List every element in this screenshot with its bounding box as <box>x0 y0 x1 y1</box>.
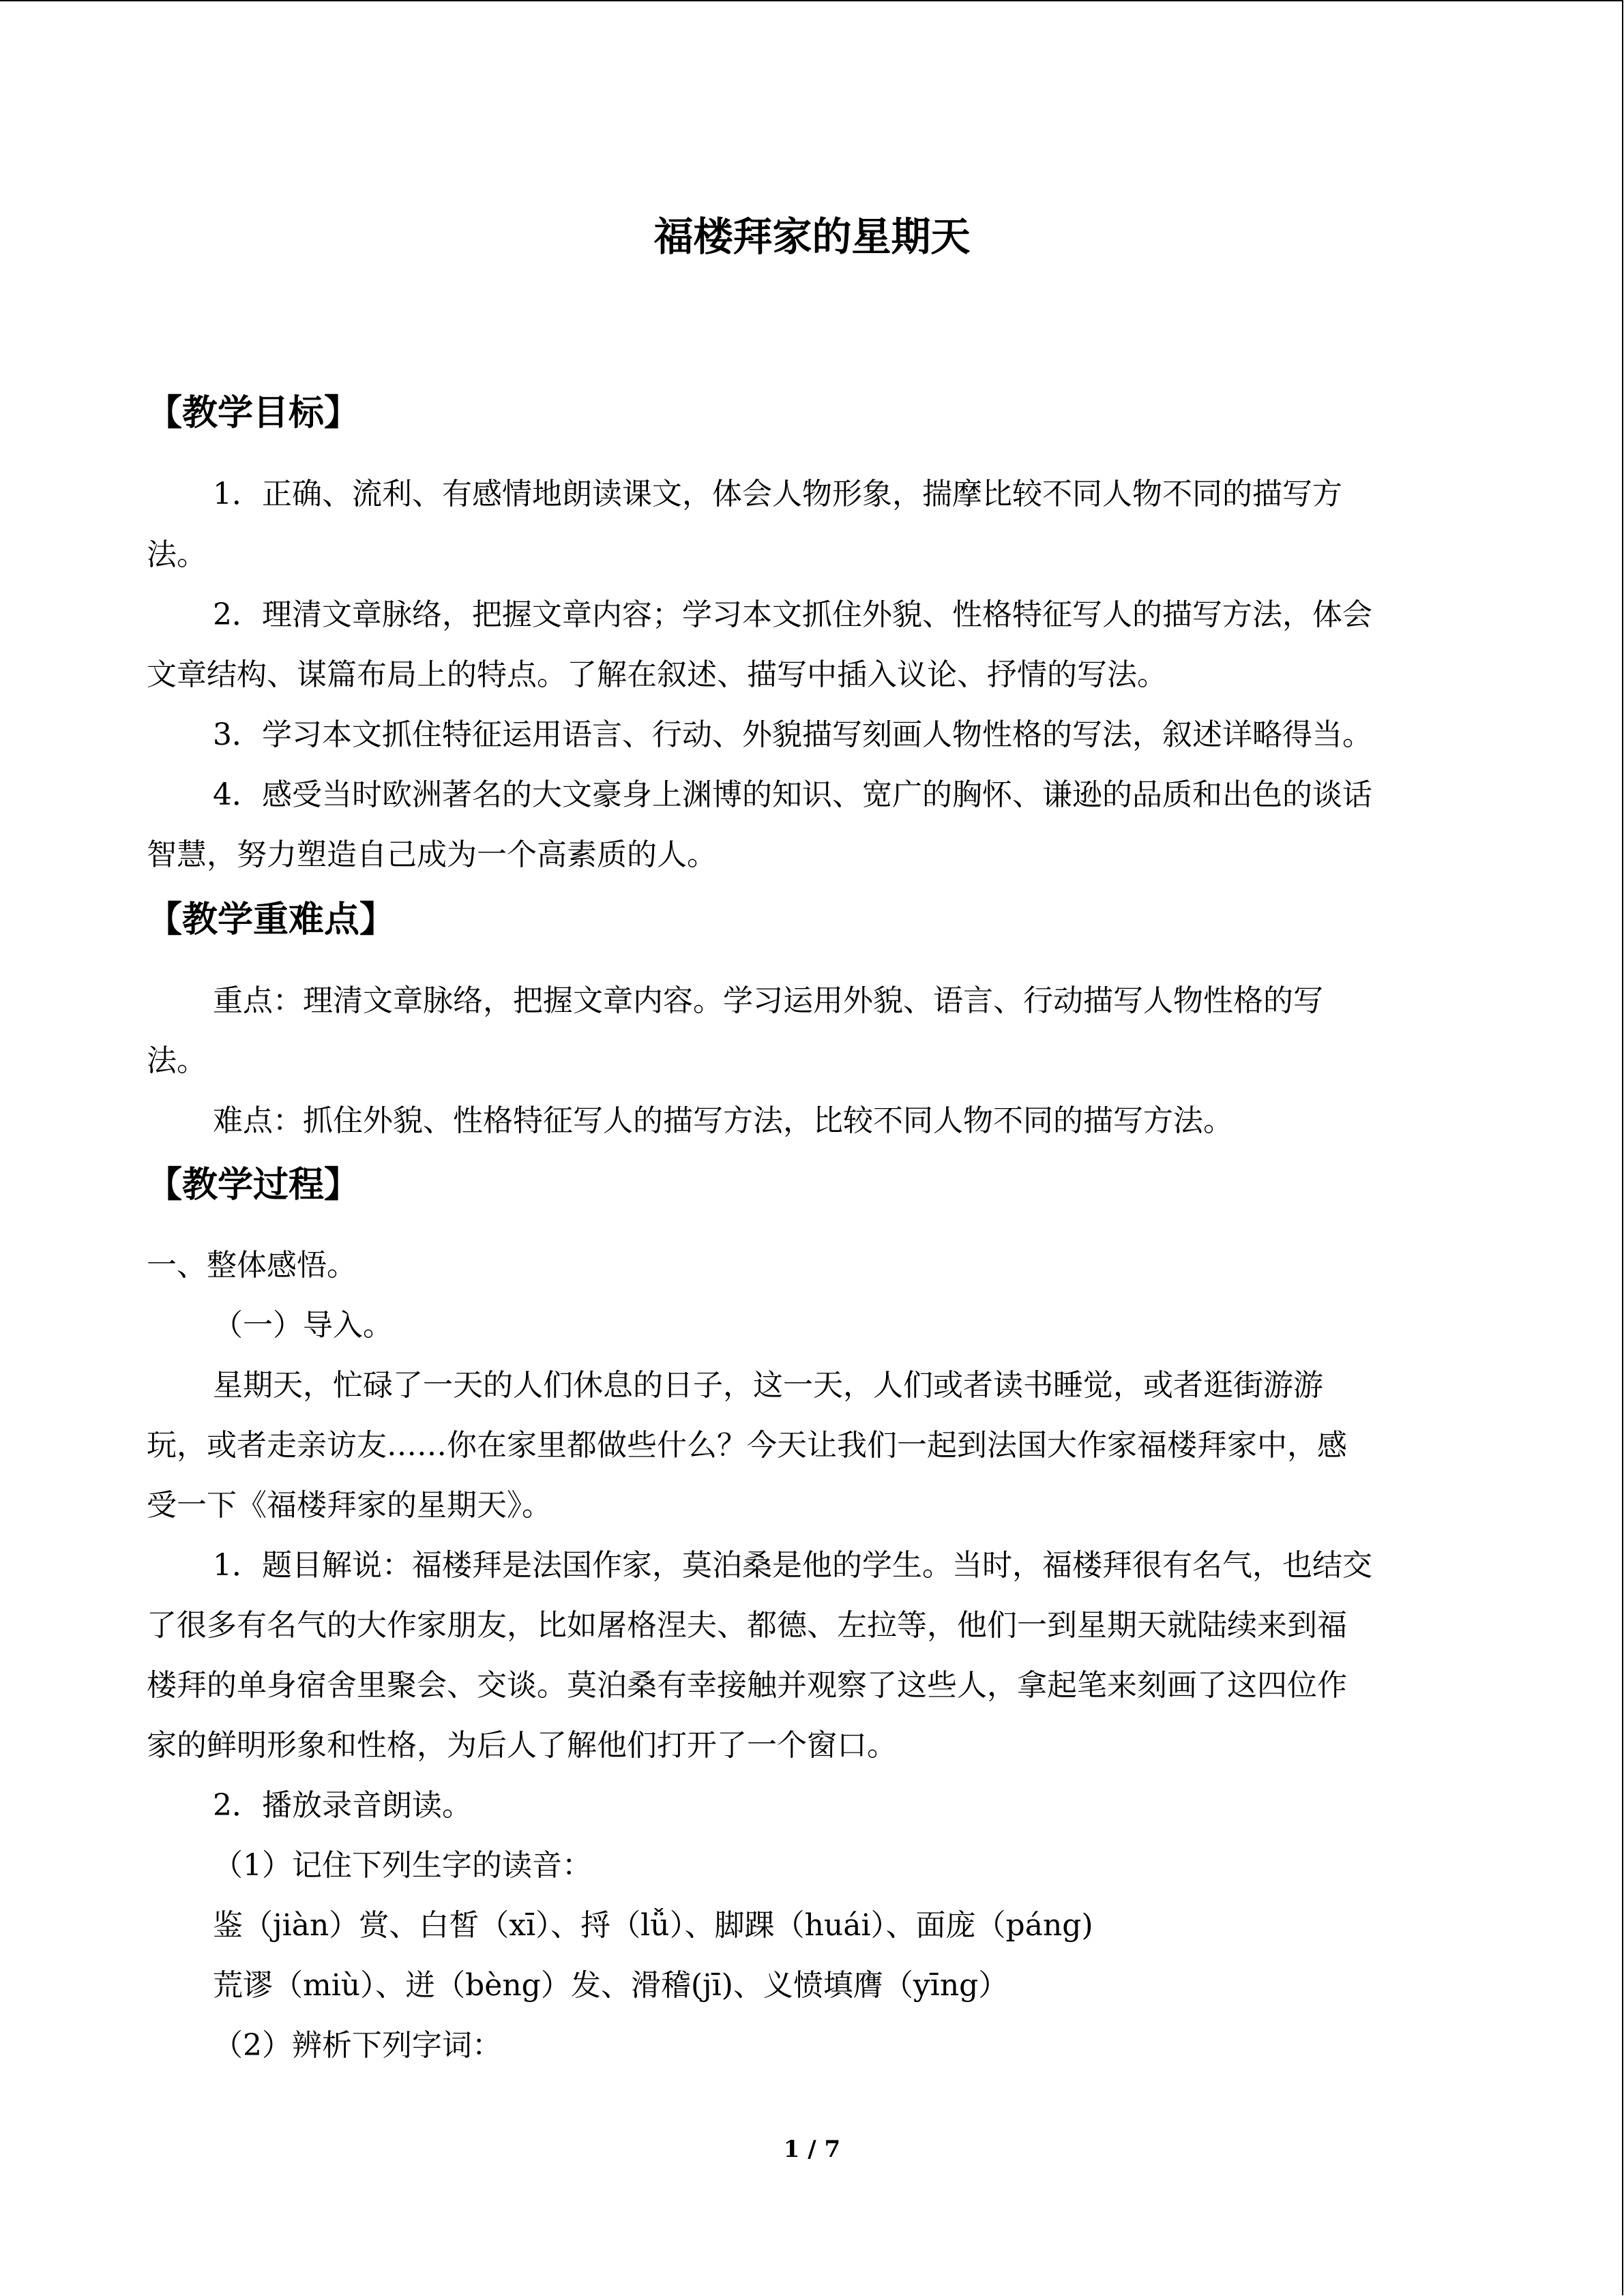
objectives-line: 智慧，努力塑造自己成为一个高素质的人。 <box>147 837 717 872</box>
process-line: （一）导入。 <box>213 1308 393 1343</box>
process-line: （1）记住下列生字的读音： <box>213 1848 592 1883</box>
objectives-line: 文章结构、谋篇布局上的特点。了解在叙述、描写中插入议论、抒情的写法。 <box>147 657 1167 692</box>
process-line: 楼拜的单身宿舍里聚会、交谈。莫泊桑有幸接触并观察了这些人，拿起笔来刻画了这四位作 <box>147 1668 1347 1703</box>
objectives-line: 3．学习本文抓住特征运用语言、行动、外貌描写刻画人物性格的写法，叙述详略得当。 <box>213 717 1372 752</box>
section-heading-objectives: 【教学目标】 <box>147 393 360 434</box>
process-line: 受一下《福楼拜家的星期天》。 <box>147 1488 552 1523</box>
objectives-line: 法。 <box>147 537 207 572</box>
process-line: 1．题目解说：福楼拜是法国作家，莫泊桑是他的学生。当时，福楼拜很有名气，也结交 <box>213 1548 1372 1583</box>
process-line: 一、整体感悟。 <box>147 1248 357 1283</box>
key-points-line: 重点：理清文章脉络，把握文章内容。学习运用外貌、语言、行动描写人物性格的写 <box>213 983 1323 1018</box>
key-points-line: 难点：抓住外貌、性格特征写人的描写方法，比较不同人物不同的描写方法。 <box>213 1103 1233 1138</box>
process-line: 玩，或者走亲访友……你在家里都做些什么？今天让我们一起到法国大作家福楼拜家中，感 <box>147 1428 1347 1463</box>
process-line: （2）辨析下列字词： <box>213 2028 502 2063</box>
objectives-line: 1．正确、流利、有感情地朗读课文，体会人物形象，揣摩比较不同人物不同的描写方 <box>213 477 1342 511</box>
page-number: 1 / 7 <box>783 2136 841 2163</box>
process-line: 了很多有名气的大作家朋友，比如屠格涅夫、都德、左拉等，他们一到星期天就陆续来到福 <box>147 1608 1347 1643</box>
process-line: 荒谬（miù）、迸（bèng）发、滑稽(jī)、义愤填膺（yīng） <box>213 1968 1009 2003</box>
section-heading-process: 【教学过程】 <box>147 1165 360 1206</box>
objectives-line: 4．感受当时欧洲著名的大文豪身上渊博的知识、宽广的胸怀、谦逊的品质和出色的谈话 <box>213 777 1372 812</box>
process-line: 星期天，忙碌了一天的人们休息的日子，这一天，人们或者读书睡觉，或者逛街游游 <box>213 1368 1323 1403</box>
process-line: 家的鲜明形象和性格，为后人了解他们打开了一个窗口。 <box>147 1728 897 1763</box>
key-points-line: 法。 <box>147 1043 207 1078</box>
process-line: 鉴（jiàn）赏、白皙（xī）、捋（lǚ）、脚踝（huái）、面庞（páng) <box>213 1908 1093 1943</box>
document-title: 福楼拜家的星期天 <box>653 213 971 260</box>
process-line: 2．播放录音朗读。 <box>213 1788 472 1823</box>
section-heading-key-points: 【教学重难点】 <box>147 899 396 940</box>
objectives-line: 2．理清文章脉络，把握文章内容；学习本文抓住外貌、性格特征写人的描写方法，体会 <box>213 597 1372 632</box>
